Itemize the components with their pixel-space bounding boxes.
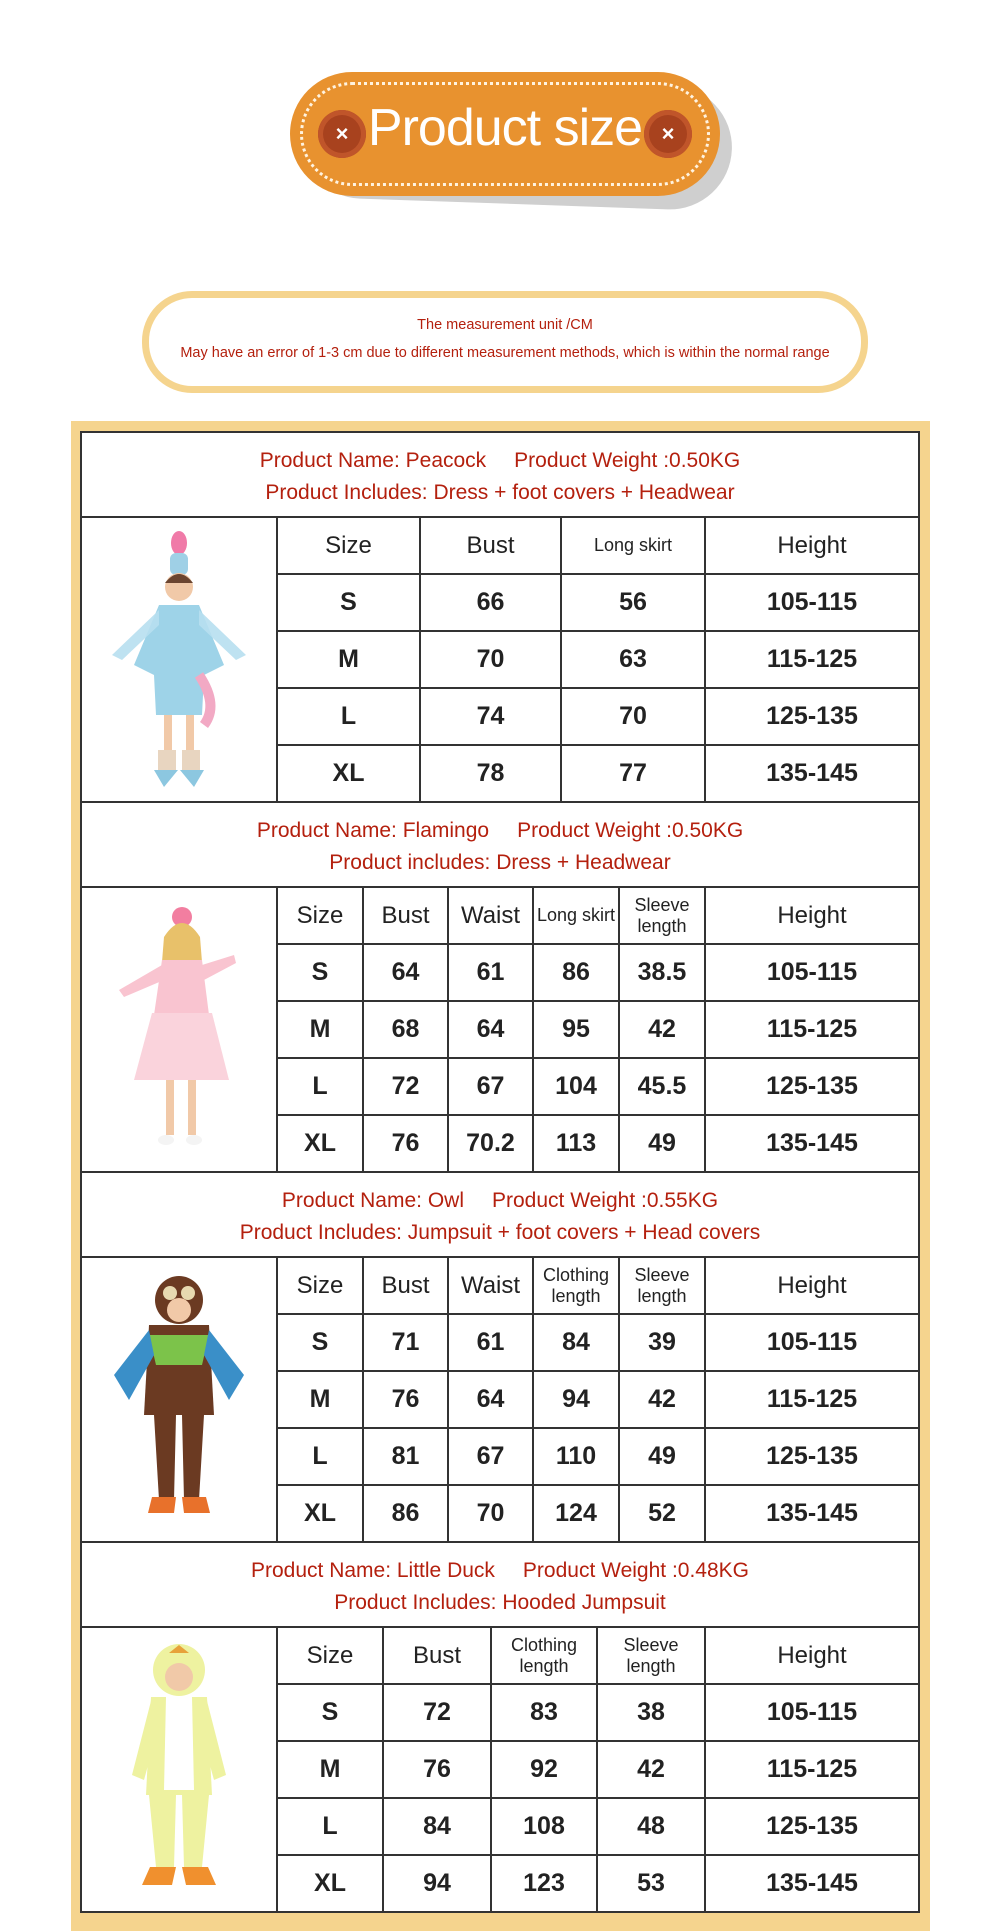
table-row	[278, 632, 918, 689]
product-includes: Product Includes: Dress + foot covers + Headwear	[265, 481, 735, 504]
table-row	[278, 945, 918, 1002]
value-cell: 52	[620, 1486, 706, 1541]
value-cell: 64	[449, 1372, 534, 1427]
product-includes: Product Includes: Hooded Jumpsuit	[334, 1591, 666, 1614]
value-cell: 104	[534, 1059, 620, 1114]
size-cell: XL	[278, 1856, 384, 1911]
product-name-line	[82, 1185, 918, 1217]
column-header: Clothing length	[534, 1258, 620, 1313]
value-cell: 81	[364, 1429, 449, 1484]
value-cell: 84	[534, 1315, 620, 1370]
value-cell: 70	[562, 689, 706, 744]
column-header: Height	[777, 1641, 847, 1669]
value-cell: 135-145	[766, 1499, 858, 1527]
duck-costume-photo	[82, 1628, 278, 1911]
value-cell: 135-145	[766, 1869, 858, 1897]
column-header: Size	[278, 518, 421, 573]
size-cell: M	[278, 632, 421, 687]
table-row	[278, 1486, 918, 1541]
value-cell: 76	[364, 1372, 449, 1427]
size-cell: L	[278, 1059, 364, 1114]
value-cell: 125-135	[766, 702, 858, 730]
value-cell: 72	[384, 1685, 492, 1740]
size-cell: S	[278, 1685, 384, 1740]
product-name-line	[82, 445, 918, 477]
column-header: Size	[278, 888, 364, 943]
product-header	[82, 803, 918, 888]
column-header: Bust	[364, 1258, 449, 1313]
size-table	[278, 1258, 918, 1541]
table-row	[278, 1002, 918, 1059]
product-weight: Product Weight :0.55KG	[491, 1189, 719, 1212]
measurement-notice	[142, 291, 868, 393]
value-cell: 94	[384, 1856, 492, 1911]
product-name: Product Name: Little Duck	[250, 1559, 495, 1582]
value-cell: 115-125	[766, 1385, 858, 1413]
value-cell: 70.2	[449, 1116, 534, 1171]
table-row	[278, 1856, 918, 1911]
value-cell: 67	[449, 1429, 534, 1484]
value-cell: 94	[534, 1372, 620, 1427]
table-row	[278, 746, 918, 801]
column-header: Sleeve length	[620, 888, 706, 943]
column-header: Height	[777, 901, 847, 929]
value-cell: 72	[364, 1059, 449, 1114]
value-cell: 70	[449, 1486, 534, 1541]
value-cell: 86	[364, 1486, 449, 1541]
product-name: Product Name: Peacock	[259, 449, 487, 472]
value-cell: 105-115	[766, 1698, 858, 1726]
value-cell: 105-115	[766, 588, 858, 616]
table-row	[278, 1116, 918, 1171]
column-header: Long skirt	[562, 518, 706, 573]
value-cell: 48	[598, 1799, 706, 1854]
size-cell: L	[278, 689, 421, 744]
value-cell: 77	[562, 746, 706, 801]
product-name: Product Name: Owl	[281, 1189, 464, 1212]
product-includes: Product Includes: Jumpsuit + foot covers + Head covers	[239, 1221, 761, 1244]
value-cell: 78	[421, 746, 562, 801]
value-cell: 113	[534, 1116, 620, 1171]
column-header: Long skirt	[534, 888, 620, 943]
value-cell: 53	[598, 1856, 706, 1911]
size-chart	[80, 431, 920, 1913]
product-header	[82, 433, 918, 518]
size-cell: M	[278, 1742, 384, 1797]
product-weight: Product Weight :0.50KG	[517, 819, 744, 842]
product-name-line	[82, 1555, 918, 1587]
product-name-line	[82, 815, 918, 847]
value-cell: 83	[492, 1685, 598, 1740]
button-x-icon: ×	[318, 110, 366, 158]
size-cell: XL	[278, 1116, 364, 1171]
column-header: Waist	[449, 888, 534, 943]
value-cell: 115-125	[766, 1015, 858, 1043]
size-cell: L	[278, 1429, 364, 1484]
flamingo-costume-photo	[82, 888, 278, 1171]
value-cell: 38.5	[620, 945, 706, 1000]
value-cell: 135-145	[766, 759, 858, 787]
table-row	[278, 689, 918, 746]
value-cell: 38	[598, 1685, 706, 1740]
table-header-row	[278, 1258, 918, 1315]
value-cell: 61	[449, 1315, 534, 1370]
value-cell: 63	[562, 632, 706, 687]
column-header: Height	[777, 531, 847, 559]
value-cell: 70	[421, 632, 562, 687]
table-row	[278, 575, 918, 632]
size-table-section	[82, 1628, 918, 1913]
column-header: Clothing length	[492, 1628, 598, 1683]
value-cell: 49	[620, 1429, 706, 1484]
value-cell: 67	[449, 1059, 534, 1114]
size-table	[278, 1628, 918, 1911]
size-cell: L	[278, 1799, 384, 1854]
size-table-section	[82, 1258, 918, 1543]
column-header: Sleeve length	[598, 1628, 706, 1683]
product-name: Product Name: Flamingo	[256, 819, 490, 842]
value-cell: 110	[534, 1429, 620, 1484]
value-cell: 68	[364, 1002, 449, 1057]
table-row	[278, 1315, 918, 1372]
value-cell: 45.5	[620, 1059, 706, 1114]
value-cell: 125-135	[766, 1072, 858, 1100]
value-cell: 64	[449, 1002, 534, 1057]
value-cell: 123	[492, 1856, 598, 1911]
table-row	[278, 1742, 918, 1799]
value-cell: 64	[364, 945, 449, 1000]
value-cell: 105-115	[766, 958, 858, 986]
table-row	[278, 1372, 918, 1429]
size-cell: S	[278, 575, 421, 630]
value-cell: 66	[421, 575, 562, 630]
value-cell: 135-145	[766, 1129, 858, 1157]
column-header: Bust	[421, 518, 562, 573]
owl-costume-photo	[82, 1258, 278, 1541]
value-cell: 71	[364, 1315, 449, 1370]
column-header: Bust	[364, 888, 449, 943]
value-cell: 42	[598, 1742, 706, 1797]
column-header: Bust	[384, 1628, 492, 1683]
value-cell: 105-115	[766, 1328, 858, 1356]
product-size-badge	[290, 72, 720, 196]
size-table	[278, 888, 918, 1171]
table-row	[278, 1685, 918, 1742]
size-cell: M	[278, 1372, 364, 1427]
value-cell: 39	[620, 1315, 706, 1370]
value-cell: 76	[384, 1742, 492, 1797]
value-cell: 124	[534, 1486, 620, 1541]
peacock-costume-photo	[82, 518, 278, 801]
table-header-row	[278, 518, 918, 575]
value-cell: 61	[449, 945, 534, 1000]
column-header: Waist	[449, 1258, 534, 1313]
notice-unit: The measurement unit /CM	[417, 317, 593, 333]
value-cell: 84	[384, 1799, 492, 1854]
value-cell: 86	[534, 945, 620, 1000]
value-cell: 76	[364, 1116, 449, 1171]
size-cell: XL	[278, 1486, 364, 1541]
value-cell: 56	[562, 575, 706, 630]
value-cell: 125-135	[766, 1812, 858, 1840]
size-cell: XL	[278, 746, 421, 801]
product-weight: Product Weight :0.48KG	[522, 1559, 749, 1582]
product-header	[82, 1173, 918, 1258]
size-table	[278, 518, 918, 801]
notice-error: May have an error of 1-3 cm due to different measurement methods, which is within the normal range	[180, 345, 830, 361]
product-header	[82, 1543, 918, 1628]
table-row	[278, 1059, 918, 1116]
table-header-row	[278, 888, 918, 945]
size-table-section	[82, 888, 918, 1173]
size-cell: S	[278, 945, 364, 1000]
value-cell: 108	[492, 1799, 598, 1854]
table-row	[278, 1799, 918, 1856]
product-weight: Product Weight :0.50KG	[514, 449, 741, 472]
table-header-row	[278, 1628, 918, 1685]
value-cell: 115-125	[766, 645, 858, 673]
value-cell: 95	[534, 1002, 620, 1057]
column-header: Size	[278, 1628, 384, 1683]
size-cell: M	[278, 1002, 364, 1057]
size-table-section	[82, 518, 918, 803]
value-cell: 115-125	[766, 1755, 858, 1783]
value-cell: 42	[620, 1372, 706, 1427]
value-cell: 74	[421, 689, 562, 744]
button-x-icon: ×	[644, 110, 692, 158]
product-includes: Product includes: Dress + Headwear	[329, 851, 671, 874]
value-cell: 49	[620, 1116, 706, 1171]
column-header: Size	[278, 1258, 364, 1313]
table-row	[278, 1429, 918, 1486]
value-cell: 42	[620, 1002, 706, 1057]
column-header: Sleeve length	[620, 1258, 706, 1313]
value-cell: 92	[492, 1742, 598, 1797]
column-header: Height	[777, 1271, 847, 1299]
size-cell: S	[278, 1315, 364, 1370]
page-title: Product size	[367, 99, 643, 157]
value-cell: 125-135	[766, 1442, 858, 1470]
